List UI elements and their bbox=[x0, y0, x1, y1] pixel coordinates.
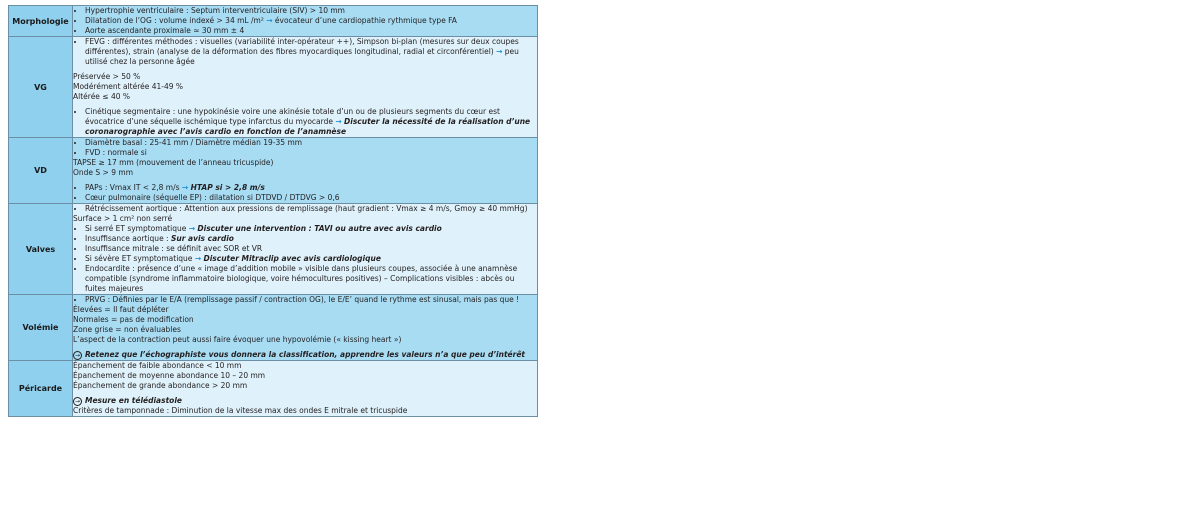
text-line: Épanchement de moyenne abondance 10 – 20 mm bbox=[73, 371, 266, 380]
list-item bbox=[85, 107, 537, 137]
item-text: Insuffisance mitrale : se définit avec SOR et VR bbox=[85, 244, 263, 253]
item-text: Si serré ET symptomatique bbox=[85, 224, 187, 233]
list-item bbox=[85, 264, 537, 294]
text-line: Normales = pas de modification bbox=[73, 315, 194, 324]
row-header: VD bbox=[9, 138, 73, 204]
note-line bbox=[73, 396, 537, 406]
list-item bbox=[85, 138, 537, 148]
bullet-list bbox=[73, 107, 537, 137]
row-valves bbox=[9, 204, 538, 295]
text-line: Onde S > 9 mm bbox=[73, 168, 133, 177]
arrow-icon: → bbox=[194, 254, 202, 263]
list-item bbox=[85, 6, 537, 16]
circled-arrow-icon: → bbox=[74, 351, 81, 359]
item-text: peu utilisé chez la personne âgée bbox=[85, 47, 519, 66]
item-text: PAPs : Vmax IT < 2,8 m/s bbox=[85, 183, 180, 192]
text-line: Préservée > 50 % bbox=[73, 72, 141, 81]
item-text: évocateur d’une cardiopathie rythmique type FA bbox=[274, 16, 457, 25]
arrow-icon: → bbox=[188, 224, 196, 233]
note-text: Retenez que l’échographiste vous donnera la classification, apprendre les valeurs n’a que peu d’intérêt bbox=[85, 350, 526, 359]
row-content bbox=[73, 295, 538, 361]
list-item bbox=[85, 26, 537, 36]
text-line: Surface > 1 cm² non serré bbox=[73, 214, 173, 223]
row-header: Péricarde bbox=[9, 361, 73, 417]
row-morphologie bbox=[9, 6, 538, 37]
item-text: Cinétique segmentaire : une hypokinésie voire une akinésie totale d’un ou de plusieurs segments du cœur est évocatrice d’une séquelle ischémique type infarctus du myocarde bbox=[85, 107, 500, 126]
item-text: Si sévère ET symptomatique bbox=[85, 254, 193, 263]
row-content bbox=[73, 361, 538, 417]
item-text: Insuffisance aortique : bbox=[85, 234, 169, 243]
bullet-list bbox=[73, 138, 537, 158]
text-line: TAPSE ≥ 17 mm (mouvement de l’anneau tricuspide) bbox=[73, 158, 274, 167]
row-content bbox=[73, 6, 538, 37]
arrow-icon: → bbox=[335, 117, 342, 126]
row-header: VG bbox=[9, 37, 73, 138]
item-emphasis: Sur avis cardio bbox=[170, 234, 234, 243]
arrow-icon: → bbox=[181, 183, 189, 192]
row-vg bbox=[9, 37, 538, 138]
arrow-icon: → bbox=[266, 16, 273, 25]
text-line: Altérée ≤ 40 % bbox=[73, 92, 131, 101]
text-line: L’aspect de la contraction peut aussi faire évoquer une hypovolémie (« kissing heart ») bbox=[73, 335, 402, 344]
list-item bbox=[85, 244, 537, 254]
row-volemie bbox=[9, 295, 538, 361]
bullet-list bbox=[73, 6, 537, 36]
text-line: Épanchement de grande abondance > 20 mm bbox=[73, 381, 248, 390]
text-line: Modérément altérée 41-49 % bbox=[73, 82, 184, 91]
row-content bbox=[73, 204, 538, 295]
text-line: Élevées = Il faut dépléter bbox=[73, 305, 169, 314]
bullet-list bbox=[73, 295, 537, 305]
item-text: FVD : normale si bbox=[85, 148, 147, 157]
text-line: Zone grise = non évaluables bbox=[73, 325, 181, 334]
echo-table bbox=[8, 5, 538, 417]
row-header: Valves bbox=[9, 204, 73, 295]
item-text: PRVG : Définies par le E/A (remplissage passif / contraction OG), le E/E’ quand le rythme est sinusal, mais pas que ! bbox=[85, 295, 520, 304]
text-line: Épanchement de faible abondance < 10 mm bbox=[73, 361, 242, 370]
bullet-list bbox=[73, 37, 537, 67]
item-text: Dilatation de l’OG : volume indexé > 34 mL /m² bbox=[85, 16, 264, 25]
list-item bbox=[85, 234, 537, 244]
list-item bbox=[85, 204, 537, 214]
list-item bbox=[85, 16, 537, 26]
item-text: Rétrécissement aortique : Attention aux pressions de remplissage (haut gradient : Vmax ≥ 4 m/s, Gmoy ≥ 40 mmHg) bbox=[85, 204, 528, 213]
item-emphasis: Discuter Mitraclip avec avis cardiologique bbox=[203, 254, 381, 263]
item-emphasis: Discuter une intervention : TAVI ou autre avec avis cardio bbox=[197, 224, 442, 233]
item-emphasis: HTAP si > 2,8 m/s bbox=[190, 183, 265, 192]
item-text: Endocardite : présence d’une « image d’addition mobile » visible dans plusieurs coupes, associée à une anamnèse compatible (syndrome inflammatoire biologique, voire hémocultures positives) – Complications visibles : abcès ou fuites majeures bbox=[85, 264, 518, 293]
list-item bbox=[85, 37, 537, 67]
arrow-icon: → bbox=[496, 47, 503, 56]
bullet-list bbox=[73, 183, 537, 203]
note-text: Mesure en télédiastole bbox=[85, 396, 182, 405]
list-item bbox=[85, 193, 537, 203]
list-item bbox=[85, 183, 537, 193]
item-text: Diamètre basal : 25-41 mm / Diamètre médian 19-35 mm bbox=[85, 138, 303, 147]
bullet-list bbox=[73, 224, 537, 294]
bullet-list bbox=[73, 204, 537, 214]
row-header: Morphologie bbox=[9, 6, 73, 37]
list-item bbox=[85, 254, 537, 264]
item-text: Hypertrophie ventriculaire : Septum interventriculaire (SIV) > 10 mm bbox=[85, 6, 345, 15]
item-text: FEVG : différentes méthodes : visuelles (variabilité inter-opérateur ++), Simpson bi-plan (mesures sur deux coupes différentes), strain (analyse de la déformation des fibres myocardiques longitudinal, radial et circonférentiel) bbox=[85, 37, 519, 56]
list-item bbox=[85, 224, 537, 234]
item-text: Aorte ascendante proximale ≈ 30 mm ± 4 bbox=[85, 26, 245, 35]
row-vd bbox=[9, 138, 538, 204]
circled-arrow-icon: → bbox=[74, 397, 81, 405]
list-item bbox=[85, 295, 537, 305]
row-content bbox=[73, 138, 538, 204]
note-line bbox=[73, 350, 537, 360]
item-emphasis: Discuter la nécessité de la réalisation d’une coronarographie avec l’avis cardio en fonction de l’anamnèse bbox=[85, 117, 531, 136]
item-text: Cœur pulmonaire (séquelle EP) : dilatation si DTDVD / DTDVG > 0,6 bbox=[85, 193, 340, 202]
list-item bbox=[85, 148, 537, 158]
text-line: Critères de tamponnade : Diminution de la vitesse max des ondes E mitrale et tricuspide bbox=[73, 406, 408, 415]
row-content bbox=[73, 37, 538, 138]
row-pericarde bbox=[9, 361, 538, 417]
row-header: Volémie bbox=[9, 295, 73, 361]
